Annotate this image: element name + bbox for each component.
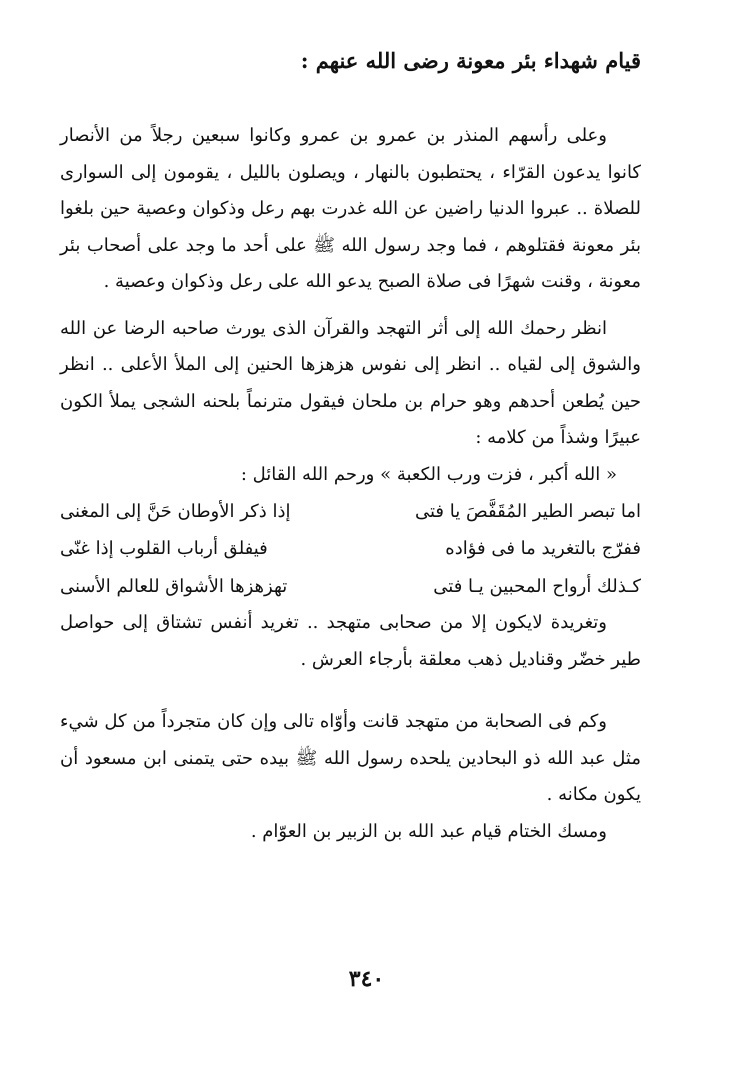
quote-intro: « الله أكبر ، فزت ورب الكعبة » ورحم الله القائل : [240,463,617,485]
verse-line [60,568,641,606]
verse-line [60,530,641,568]
verse-first-hemistich: كـذلك أرواح المحبين يـا فتى [433,575,641,597]
verse-line [60,493,641,531]
paragraph-closing: ومسك الختام قيام عبد الله بن الزبير بن العوّام . [250,820,607,842]
verse-second-hemistich: إذا ذكر الأوطان حَنَّ إلى المغنى [60,500,291,522]
verse-second-hemistich: فيفلق أرباب القلوب إذا غنّى [60,538,268,559]
page-number: ٣٤٠ [348,966,385,992]
paragraph-sahaba: وكم فى الصحابة من متهجد قانت وأوّاه تالى وإن كان متجرداً من كل شيء مثل عبد الله ذو البحادين يلحده رسول الله ﷺ بيده حتى يتمنى ابن مسعود أن يكون مكانه . [60,711,641,805]
verse-second-hemistich: تهزهزها الأشواق للعالم الأسنى [60,575,288,597]
paragraph-tahajjud: انظر رحمك الله إلى أثر التهجد والقرآن الذى يورث صاحبه الرضا عن الله والشوق إلى لقياه .. انظر إلى نفوس هزهزها الحنين إلى الملأ الأعلى .. انظر حين يُطعن أحدهم وهو حرام بن ملحان فيقول مترنماً بلحنه الشجى يملأ الكون عبيرًا وشذاً من كلامه : [60,317,641,448]
section-title: قيام شهداء بئر معونة رضى الله عنهم : [300,48,641,73]
page-body [60,118,641,850]
verse-first-hemistich: اما تبصر الطير المُقَفَّصَ يا فتى [414,500,641,522]
paragraph-bir-mauna: وعلى رأسهم المنذر بن عمرو بن عمرو وكانوا سبعين رجلاً من الأنصار كانوا يدعون القرّاء ، يحتطبون بالنهار ، ويصلون بالليل ، يقومون إلى السوارى للصلاة .. عبروا الدنيا راضين عن الله غدرت بهم رعل وذكوان وعصية حين بلغوا بئر معونة فقتلوهم ، فما وجد رسول الله ﷺ على أحد ما وجد على أصحاب بئر معونة ، وقنت شهرًا فى صلاة الصبح يدعو الله على رعل وذكوان وعصية . [60,125,641,292]
poem [60,493,641,606]
paragraph-tagreed: وتغريدة لايكون إلا من صحابى متهجد .. تغريد أنفس تشتاق إلى حواصل طير خضّر وقناديل ذهب معلقة بأرجاء العرش . [60,612,641,670]
verse-first-hemistich: ففرّج بالتغريد ما فى فؤاده [445,538,641,559]
